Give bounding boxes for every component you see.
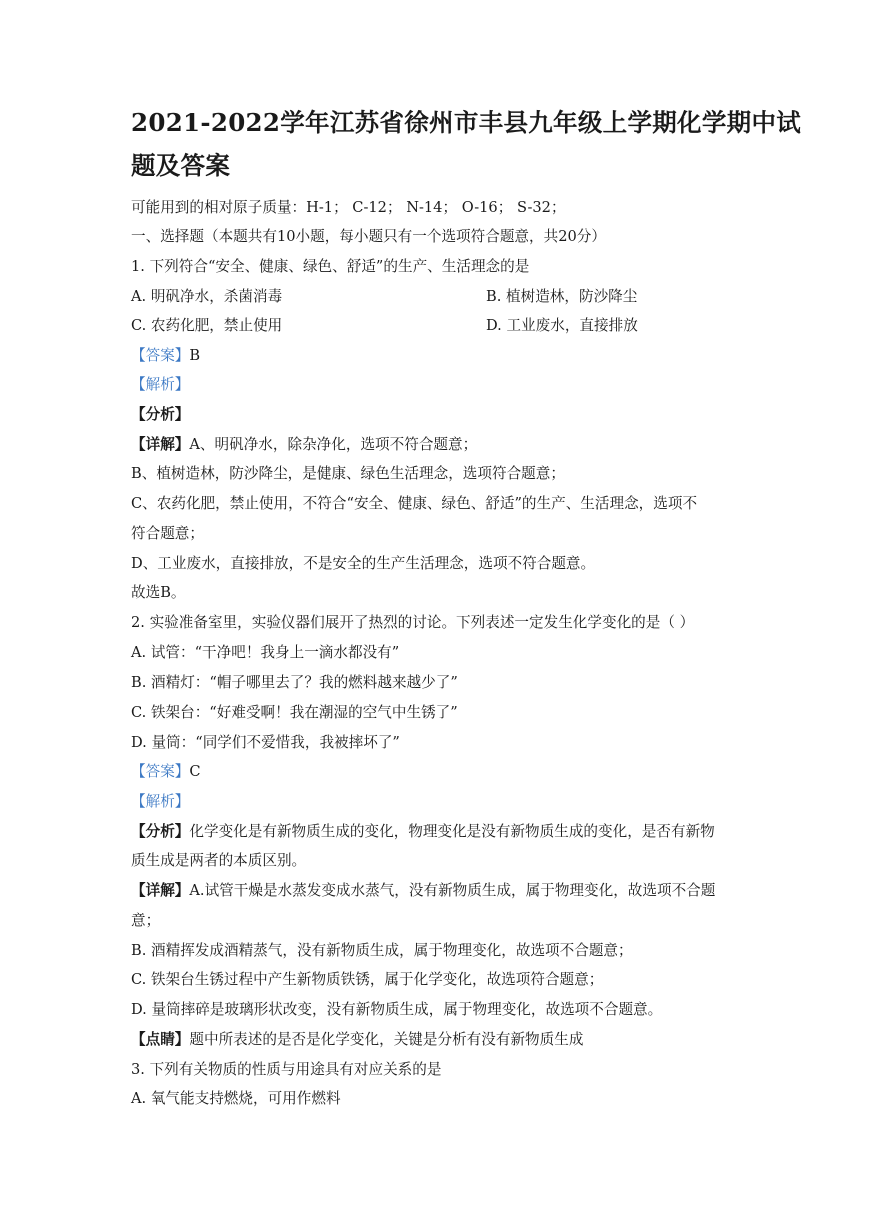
q1-option-b: B. 植树造林，防沙降尘 <box>486 288 638 305</box>
dianjing-tag: 【点睛】 <box>131 1031 190 1048</box>
q2-dianjing-text: 题中所表述的是否是化学变化，关键是分析有没有新物质生成 <box>189 1031 584 1048</box>
section-heading: 一、选择题（本题共有10小题，每小题只有一个选项符合题意，共20分） <box>131 228 606 245</box>
q2-answer-value: C <box>189 763 201 780</box>
q1-stem: 1. 下列符合“安全、健康、绿色、舒适”的生产、生活理念的是 <box>131 258 530 275</box>
q1-fenxi-tag: 【分析】 <box>131 406 190 423</box>
q2-detail-3: C. 铁架台生锈过程中产生新物质铁锈，属于化学变化，故选项符合题意； <box>131 971 604 988</box>
atomic-masses-note: 可能用到的相对原子质量：H-1； C-12； N-14； O-16； S-32； <box>131 199 566 216</box>
q2-dianjing <box>131 1030 583 1050</box>
q3-option-a: A. 氧气能支持燃烧，可用作燃料 <box>131 1090 341 1107</box>
q2-detail-1-text: A.试管干燥是水蒸发变成水蒸气，没有新物质生成，属于物理变化，故选项不合题 <box>189 882 716 899</box>
document-title-line1: 2021-2022学年江苏省徐州市丰县九年级上学期化学期中试 <box>131 108 802 137</box>
q1-detail-2: B、植树造林，防沙降尘，是健康、绿色生活理念，选项符合题意； <box>131 465 565 482</box>
q1-detail-1-text: A、明矾净水，除杂净化，选项不符合题意； <box>189 436 478 453</box>
q2-analysis-tag: 【解析】 <box>131 793 190 810</box>
q1-option-d: D. 工业废水，直接排放 <box>486 317 638 334</box>
q2-detail-1 <box>131 881 715 901</box>
q1-detail-3-cont: 符合题意； <box>131 525 204 542</box>
q2-detail-2: B. 酒精挥发成酒精蒸气，没有新物质生成，属于物理变化，故选项不合题意； <box>131 942 633 959</box>
fenxi-tag: 【分析】 <box>131 823 190 840</box>
q2-option-d: D. 量筒：“同学们不爱惜我，我被摔坏了” <box>131 734 400 751</box>
q1-option-a: A. 明矾净水，杀菌消毒 <box>131 288 283 305</box>
q2-detail-1-cont: 意； <box>131 912 161 929</box>
q2-answer <box>131 762 201 782</box>
q1-answer <box>131 346 200 366</box>
detail-tag: 【详解】 <box>131 436 190 453</box>
q2-option-b: B. 酒精灯：“帽子哪里去了？我的燃料越来越少了” <box>131 674 458 691</box>
answer-tag: 【答案】 <box>131 763 190 780</box>
q2-option-a: A. 试管：“干净吧！我身上一滴水都没有” <box>131 644 400 661</box>
q2-fenxi-2: 质生成是两者的本质区别。 <box>131 852 307 869</box>
q2-stem: 2. 实验准备室里，实验仪器们展开了热烈的讨论。下列表述一定发生化学变化的是（ ） <box>131 614 695 631</box>
q1-answer-value: B <box>189 347 201 364</box>
q1-conclusion: 故选B。 <box>131 584 186 601</box>
detail-tag: 【详解】 <box>131 882 190 899</box>
q1-detail-4: D、工业废水，直接排放，不是安全的生产生活理念，选项不符合题意。 <box>131 555 596 572</box>
answer-tag: 【答案】 <box>131 347 190 364</box>
q2-detail-4: D. 量筒摔碎是玻璃形状改变，没有新物质生成，属于物理变化，故选项不合题意。 <box>131 1001 663 1018</box>
q1-option-c: C. 农药化肥，禁止使用 <box>131 317 283 334</box>
document-title-line2: 题及答案 <box>131 151 231 180</box>
q2-option-c: C. 铁架台：“好难受啊！我在潮湿的空气中生锈了” <box>131 704 458 721</box>
q3-stem: 3. 下列有关物质的性质与用途具有对应关系的是 <box>131 1061 442 1078</box>
q2-fenxi-1 <box>131 822 715 842</box>
q1-detail-1 <box>131 435 477 455</box>
q1-detail-3: C、农药化肥，禁止使用，不符合“安全、健康、绿色、舒适”的生产、生活理念，选项不 <box>131 495 698 512</box>
q1-analysis-tag: 【解析】 <box>131 376 190 393</box>
q2-fenxi-1-text: 化学变化是有新物质生成的变化，物理变化是没有新物质生成的变化，是否有新物 <box>189 823 715 840</box>
